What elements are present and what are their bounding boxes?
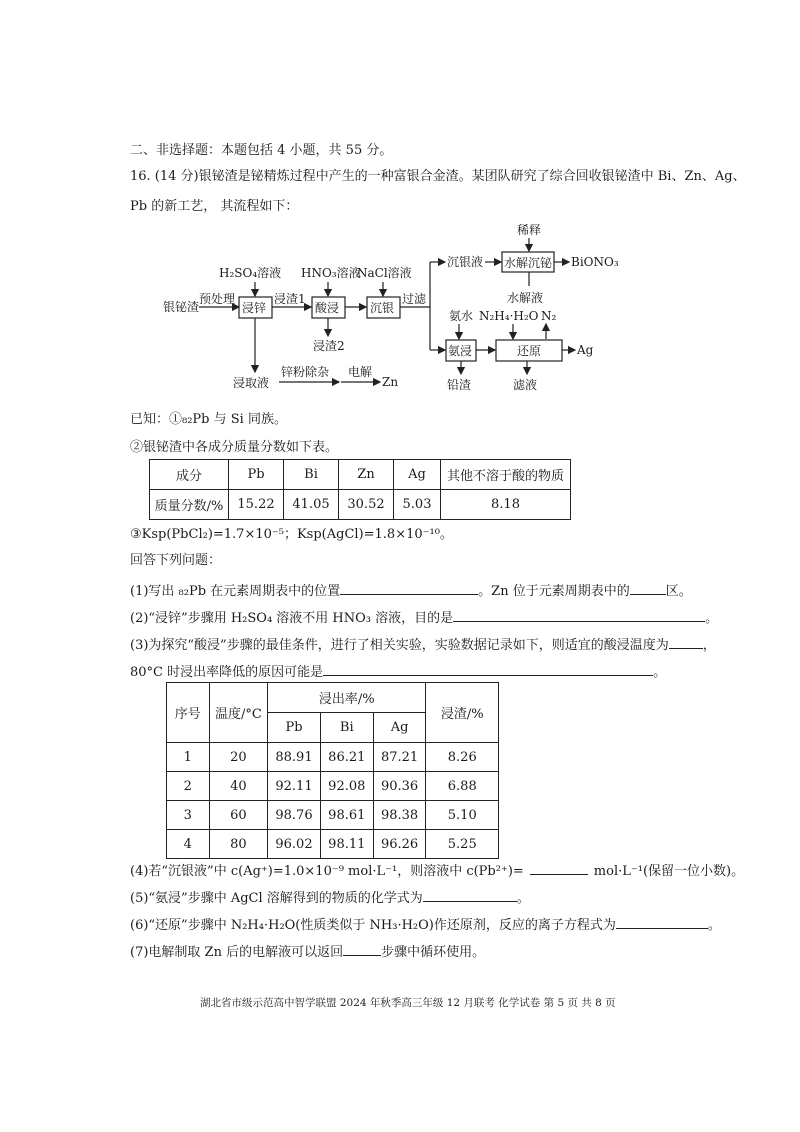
exp-cell: 87.21 xyxy=(373,743,426,772)
h2so4-label: H₂SO₄溶液 xyxy=(219,266,282,280)
comp-value-cell: 15.22 xyxy=(229,490,284,520)
exp-cell: 96.26 xyxy=(373,830,426,859)
q7-text-a: (7)电解制取 Zn 后的电解液可以返回 xyxy=(130,945,344,960)
q6-text-a: (6)“还原”步骤中 N₂H₄·H₂O(性质类似于 NH₃·H₂O)作还原剂，反应的离子方程式为 xyxy=(130,918,616,933)
comp-header-cell: 其他不溶于酸的物质 xyxy=(441,460,571,490)
composition-value-row xyxy=(150,490,571,520)
exp-cell: 4 xyxy=(167,830,210,859)
q5-answer-blank[interactable] xyxy=(423,889,517,902)
q3-text-d: 。 xyxy=(653,665,667,680)
exp-cell: 98.11 xyxy=(320,830,373,859)
exp-cell: 3 xyxy=(167,801,210,830)
experiment-table xyxy=(166,682,499,859)
nacl-label: NaCl溶液 xyxy=(357,266,412,280)
composition-header-row xyxy=(150,460,571,490)
known-3: ③Ksp(PbCl₂)=1.7×10⁻⁵；Ksp(AgCl)=1.8×10⁻¹⁰。 xyxy=(130,527,453,542)
hno3-label: HNO₃溶液 xyxy=(301,266,361,280)
exp-cell: 98.76 xyxy=(268,801,321,830)
composition-table xyxy=(149,459,571,520)
known-1: 已知：①₈₂Pb 与 Si 同族。 xyxy=(130,412,287,427)
exp-cell: 6.88 xyxy=(426,772,499,801)
exp-cell: 60 xyxy=(209,801,267,830)
exp-cell: 1 xyxy=(167,743,210,772)
product-ag-label: Ag xyxy=(577,343,594,357)
q2-text-b: 。 xyxy=(705,611,719,626)
exp-cell: 2 xyxy=(167,772,210,801)
question-7 xyxy=(130,943,485,961)
process-flow-diagram xyxy=(155,222,635,404)
comp-header-cell: Zn xyxy=(339,460,394,490)
table-row xyxy=(167,743,499,772)
answer-prompt: 回答下列问题： xyxy=(130,553,222,568)
product-bi-label: BiONO₃ xyxy=(571,255,619,269)
question-5 xyxy=(130,889,530,907)
question-2 xyxy=(130,609,718,627)
comp-value-cell: 质量分数/% xyxy=(150,490,229,520)
raw-material-label: 银铋渣 xyxy=(163,300,200,314)
comp-value-cell: 41.05 xyxy=(284,490,339,520)
exp-header-row-1 xyxy=(167,683,499,713)
comp-header-cell: Ag xyxy=(394,460,441,490)
exp-cell: 86.21 xyxy=(320,743,373,772)
q3-answer-blank-2[interactable] xyxy=(323,663,653,676)
q3-answer-blank-1[interactable] xyxy=(669,636,703,649)
q1-text-b: 。Zn 位于元素周期表中的 xyxy=(478,584,630,599)
q3-text-b: ， xyxy=(702,638,716,653)
comp-value-cell: 5.03 xyxy=(394,490,441,520)
box-ammonia-label: 氨浸 xyxy=(448,344,473,358)
exp-header-no: 序号 xyxy=(167,683,210,743)
question-16-line1: 16. (14 分)银铋渣是铋精炼过程中产生的一种富银合金渣。某团队研究了综合回收银铋渣中 Bi、Zn、Ag、 xyxy=(130,169,746,184)
table-row xyxy=(167,772,499,801)
comp-header-cell: Bi xyxy=(284,460,339,490)
comp-header-cell: Pb xyxy=(229,460,284,490)
q5-text-b: 。 xyxy=(516,891,530,906)
box-hydrolysis-label: 水解沉铋 xyxy=(504,256,553,270)
q1-text-a: (1)写出 ₈₂Pb 在元素周期表中的位置 xyxy=(130,584,341,599)
exp-cell: 5.10 xyxy=(426,801,499,830)
dilute-label: 稀释 xyxy=(517,223,542,237)
exp-cell: 96.02 xyxy=(268,830,321,859)
q4-text-b: mol·L⁻¹(保留一位小数)。 xyxy=(593,864,745,879)
exp-cell: 20 xyxy=(209,743,267,772)
n2-label: N₂ xyxy=(541,309,557,323)
product-zn-label: Zn xyxy=(382,375,399,389)
hydrolysis-liquor-label: 水解液 xyxy=(507,291,544,305)
question-16-line2: Pb 的新工艺， 其流程如下： xyxy=(130,199,299,214)
lead-residue-label: 铅渣 xyxy=(447,378,472,392)
residue2-label: 浸渣2 xyxy=(313,339,345,353)
exp-header-pb: Pb xyxy=(268,713,321,743)
box-silver-label: 沉银 xyxy=(370,301,395,315)
exp-header-temp: 温度/°C xyxy=(209,683,267,743)
exp-header-bi: Bi xyxy=(320,713,373,743)
n2h4-label: N₂H₄·H₂O xyxy=(479,309,539,323)
q2-answer-blank[interactable] xyxy=(453,609,705,622)
q2-text-a: (2)“浸锌”步骤用 H₂SO₄ 溶液不用 HNO₃ 溶液，目的是 xyxy=(130,611,454,626)
exp-cell: 80 xyxy=(209,830,267,859)
electrolysis-label: 电解 xyxy=(348,365,373,379)
table-row xyxy=(167,830,499,859)
q1-answer-blank-1[interactable] xyxy=(340,582,478,595)
filtrate-label: 滤液 xyxy=(513,378,538,392)
question-1 xyxy=(130,582,692,600)
ammonia-label: 氨水 xyxy=(449,309,474,323)
exp-cell: 88.91 xyxy=(268,743,321,772)
exp-header-residue: 浸渣/% xyxy=(426,683,499,743)
box-acid-label: 酸浸 xyxy=(315,301,340,315)
zinc-purify-label: 锌粉除杂 xyxy=(281,365,330,379)
pretreat-label: 预处理 xyxy=(199,292,236,306)
question-3-line1 xyxy=(130,636,716,654)
leach-liquor-label: 浸取液 xyxy=(233,376,270,390)
section-header: 二、非选择题：本题包括 4 小题，共 55 分。 xyxy=(130,143,393,158)
question-6 xyxy=(130,916,721,934)
exp-cell: 98.38 xyxy=(373,801,426,830)
q1-answer-blank-2[interactable] xyxy=(630,582,666,595)
residue1-label: 浸渣1 xyxy=(274,292,306,306)
q6-text-b: 。 xyxy=(707,918,721,933)
comp-value-cell: 8.18 xyxy=(441,490,571,520)
known-2: ②银铋渣中各成分质量分数如下表。 xyxy=(130,440,339,455)
page-footer: 湖北省市级示范高中智学联盟 2024 年秋季高三年级 12 月联考 化学试卷 第 5 页 共 8 页 xyxy=(200,997,616,1009)
q7-text-b: 步骤中循环使用。 xyxy=(381,945,486,960)
q7-answer-blank[interactable] xyxy=(343,943,381,956)
filter-label: 过滤 xyxy=(402,292,427,306)
box-zinc-label: 浸锌 xyxy=(242,301,267,315)
q3-text-c: 80°C 时浸出率降低的原因可能是 xyxy=(130,665,324,680)
q3-text-a: (3)为探究“酸浸”步骤的最佳条件，进行了相关实验，实验数据记录如下，则适宜的酸浸温度为 xyxy=(130,638,669,653)
q5-text-a: (5)“氨浸”步骤中 AgCl 溶解得到的物质的化学式为 xyxy=(130,891,423,906)
exp-header-rate: 浸出率/% xyxy=(268,683,426,713)
question-4 xyxy=(130,862,744,880)
box-reduce-label: 还原 xyxy=(517,344,542,358)
q4-answer-blank[interactable] xyxy=(530,862,588,875)
exp-cell: 40 xyxy=(209,772,267,801)
comp-value-cell: 30.52 xyxy=(339,490,394,520)
exp-cell: 98.61 xyxy=(320,801,373,830)
q4-text-a: (4)若“沉银液”中 c(Ag⁺)=1.0×10⁻⁹ mol·L⁻¹，则溶液中 c(Pb²⁺)= xyxy=(130,864,524,879)
exp-cell: 90.36 xyxy=(373,772,426,801)
question-3-line2 xyxy=(130,663,666,681)
table-row xyxy=(167,801,499,830)
exp-cell: 92.08 xyxy=(320,772,373,801)
exp-cell: 92.11 xyxy=(268,772,321,801)
exp-cell: 5.25 xyxy=(426,830,499,859)
liquor-bi-label: 沉银液 xyxy=(447,255,484,269)
q6-answer-blank[interactable] xyxy=(616,916,708,929)
exp-cell: 8.26 xyxy=(426,743,499,772)
comp-header-cell: 成分 xyxy=(150,460,229,490)
q1-text-c: 区。 xyxy=(665,584,692,599)
exp-header-ag: Ag xyxy=(373,713,426,743)
